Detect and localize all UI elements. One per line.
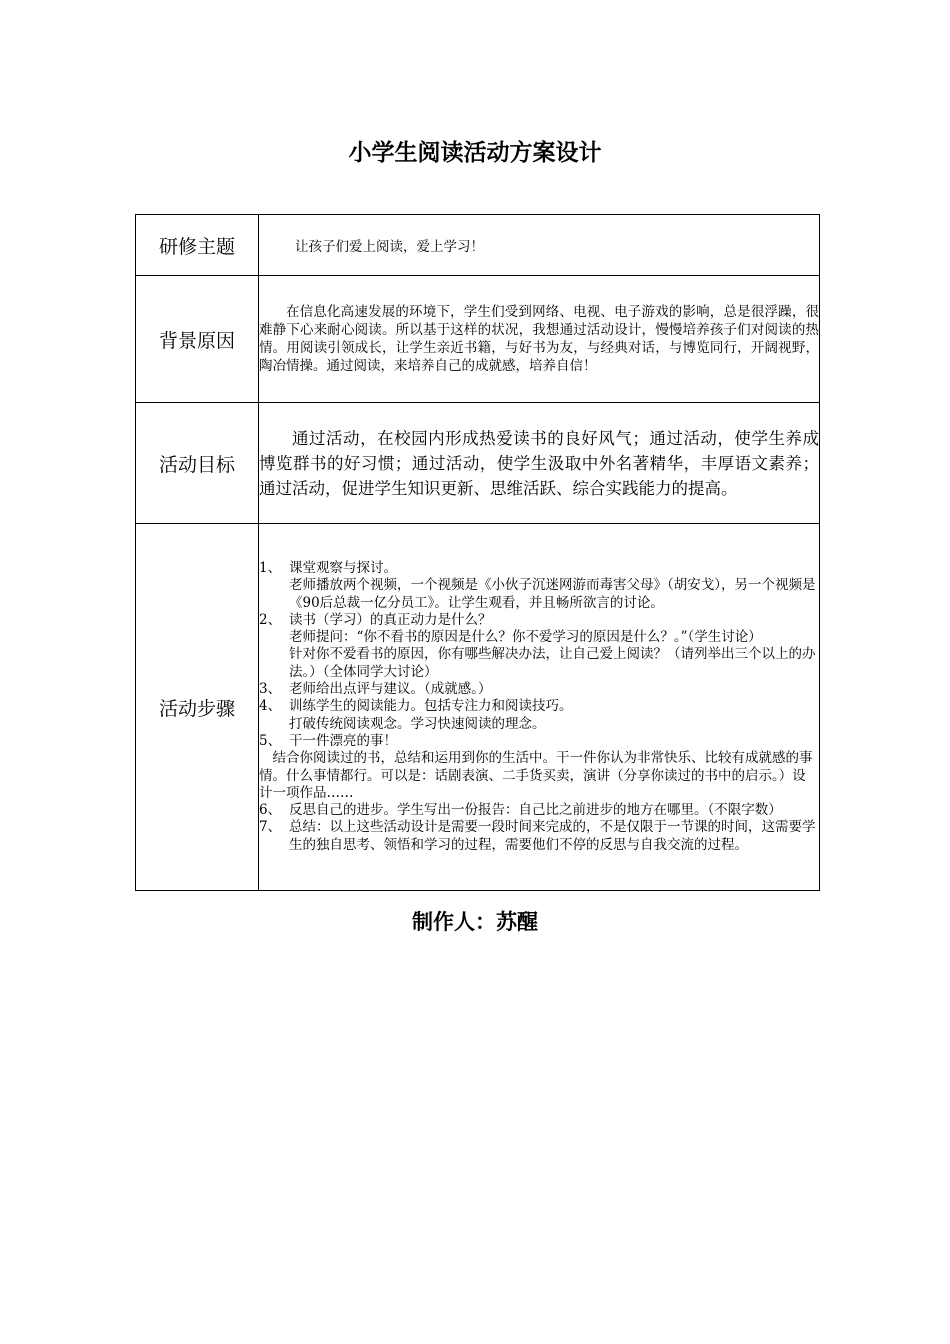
row-content-background	[259, 276, 820, 403]
list-item	[259, 802, 819, 819]
activity-plan-table	[135, 214, 820, 891]
list-item	[259, 681, 819, 698]
step-title: 课堂观察与探讨。	[289, 559, 397, 576]
document-title: 小学生阅读活动方案设计	[348, 140, 602, 166]
goals-text: 通过活动，在校园内形成热爱读书的良好风气；通过活动，使学生养成博览群书的好习惯；通过活动，使学生汲取中外名著精华，丰厚语文素养；通过活动，促进学生知识更新、思维活跃、综合实践能力的提高。	[259, 428, 819, 498]
step-title: 老师给出点评与建议。（成就感。）	[289, 681, 492, 698]
step-number: 5、	[259, 732, 282, 749]
step-title: 训练学生的阅读能力。包括专注力和阅读技巧。	[289, 698, 573, 715]
step-number: 3、	[259, 681, 282, 698]
list-item	[259, 612, 819, 629]
step-number: 7、	[259, 819, 282, 836]
table-row-steps	[136, 524, 820, 891]
table-row-theme	[136, 215, 820, 276]
step-title: 反思自己的进步。学生写出一份报告：自己比之前进步的地方在哪里。（不限字数）	[289, 802, 782, 819]
row-label-theme: 研修主题	[136, 215, 259, 276]
step-detail: 老师提问：“你不看书的原因是什么？你不爱学习的原因是什么？。”（学生讨论）	[289, 629, 762, 646]
table-row-background	[136, 276, 820, 403]
row-label-steps: 活动步骤	[136, 524, 259, 891]
step-number: 2、	[259, 611, 282, 628]
row-label-background: 背景原因	[136, 276, 259, 403]
list-item	[259, 819, 819, 854]
row-content-goals	[259, 403, 820, 524]
step-detail: 结合你阅读过的书，总结和运用到你的生活中。干一件你认为非常快乐、比较有成就感的事情。什么事情都行。可以是：话剧表演、二手货买卖，演讲（分享你读过的书中的启示。）设计一项作品……	[259, 750, 813, 801]
step-number: 4、	[259, 698, 282, 715]
row-content-steps	[259, 524, 820, 891]
step-detail: 针对你不爱看书的原因，你有哪些解决办法，让自己爱上阅读？（请列举出三个以上的办法。）（全体同学大讨论）	[289, 646, 816, 680]
list-item	[259, 733, 819, 750]
step-detail: 打破传统阅读观念。学习快速阅读的理念。	[289, 715, 546, 732]
list-item	[259, 560, 819, 577]
step-number: 6、	[259, 802, 282, 819]
step-title: 干一件漂亮的事！	[289, 732, 397, 749]
row-label-goals: 活动目标	[136, 403, 259, 524]
table-row-goals	[136, 403, 820, 524]
step-detail: 老师播放两个视频，一个视频是《小伙子沉迷网游而毒害父母》（胡安戈），另一个视频是《90后总裁一亿分员工》。让学生观看，并且畅所欲言的讨论。	[289, 577, 816, 611]
list-item	[259, 698, 819, 715]
row-content-theme	[259, 215, 820, 276]
theme-text: 让孩子们爱上阅读，爱上学习！	[295, 239, 484, 255]
step-title: 总结：以上这些活动设计是需要一段时间来完成的，不是仅限于一节课的时间，这需要学生的独自思考、领悟和学习的过程，需要他们不停的反思与自我交流的过程。	[289, 819, 816, 853]
steps-list	[259, 560, 819, 854]
step-title: 读书（学习）的真正动力是什么？	[289, 611, 492, 628]
step-number: 1、	[259, 559, 282, 576]
background-text: 在信息化高速发展的环境下，学生们受到网络、电视、电子游戏的影响，总是很浮躁，很难静下心来耐心阅读。所以基于这样的状况，我想通过活动设计，慢慢培养孩子们对阅读的热情。用阅读引领成长，让学生亲近书籍，与好书为友，与经典对话，与博览同行，开阔视野，陶冶情操。通过阅读，来培养自己的成就感，培养自信！	[259, 304, 819, 374]
author-line: 制作人：苏醒	[412, 910, 538, 934]
